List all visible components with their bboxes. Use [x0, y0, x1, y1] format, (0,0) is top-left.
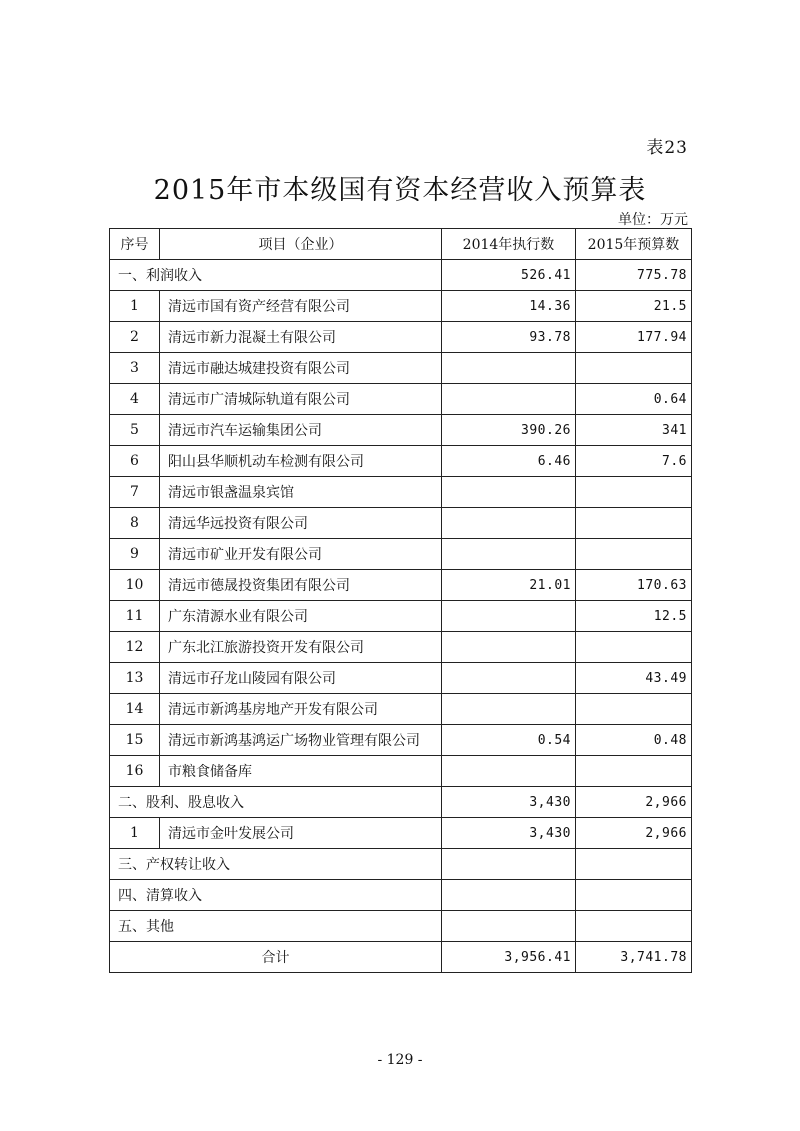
- row-index: 13: [110, 663, 160, 694]
- header-row: [110, 229, 692, 260]
- section-row-dividend: [110, 787, 692, 818]
- page-number: - 129 -: [377, 1052, 423, 1068]
- company-name: 清远市银盏温泉宾馆: [160, 477, 442, 508]
- table-row: [110, 415, 692, 446]
- value-2014: 526.41: [442, 260, 576, 291]
- table-row: [110, 508, 692, 539]
- row-index: 5: [110, 415, 160, 446]
- row-index: 9: [110, 539, 160, 570]
- value-2014: 14.36: [442, 291, 576, 322]
- table-row: [110, 539, 692, 570]
- row-index: 8: [110, 508, 160, 539]
- value-2015: [576, 632, 692, 663]
- table-row: [110, 694, 692, 725]
- row-index: 1: [110, 818, 160, 849]
- table-row: [110, 663, 692, 694]
- table-row: [110, 632, 692, 663]
- value-2015: [576, 880, 692, 911]
- company-name: 市粮食储备库: [160, 756, 442, 787]
- company-name: 阳山县华顺机动车检测有限公司: [160, 446, 442, 477]
- value-2014: [442, 601, 576, 632]
- row-index: 15: [110, 725, 160, 756]
- value-2015: 0.48: [576, 725, 692, 756]
- table-row: [110, 818, 692, 849]
- value-2015: 341: [576, 415, 692, 446]
- company-name: 清远市国有资产经营有限公司: [160, 291, 442, 322]
- table-row: [110, 570, 692, 601]
- header-idx: 序号: [110, 229, 160, 260]
- row-index: 3: [110, 353, 160, 384]
- value-2014: 390.26: [442, 415, 576, 446]
- section-row-other: [110, 911, 692, 942]
- value-2014: [442, 632, 576, 663]
- section-row-transfer: [110, 849, 692, 880]
- row-index: 1: [110, 291, 160, 322]
- total-2014: 3,956.41: [442, 942, 576, 973]
- section-label: 四、清算收入: [110, 880, 442, 911]
- value-2015: 21.5: [576, 291, 692, 322]
- table-row: [110, 353, 692, 384]
- value-2014: [442, 539, 576, 570]
- table-row: [110, 477, 692, 508]
- company-name: 清远市矿业开发有限公司: [160, 539, 442, 570]
- value-2014: [442, 694, 576, 725]
- company-name: 广东清源水业有限公司: [160, 601, 442, 632]
- header-2015: 2015年预算数: [576, 229, 692, 260]
- company-name: 清远华远投资有限公司: [160, 508, 442, 539]
- header-2014: 2014年执行数: [442, 229, 576, 260]
- value-2014: [442, 508, 576, 539]
- company-name: 清远市德晟投资集团有限公司: [160, 570, 442, 601]
- value-2014: [442, 353, 576, 384]
- row-index: 11: [110, 601, 160, 632]
- value-2015: 170.63: [576, 570, 692, 601]
- company-name: 清远市新鸿基鸿运广场物业管理有限公司: [160, 725, 442, 756]
- section-label: 三、产权转让收入: [110, 849, 442, 880]
- total-row: [110, 942, 692, 973]
- dividend-rows: [110, 818, 692, 849]
- header-item: 项目（企业）: [160, 229, 442, 260]
- value-2015: [576, 849, 692, 880]
- value-2015: 2,966: [576, 787, 692, 818]
- table-row: [110, 291, 692, 322]
- section-label: 五、其他: [110, 911, 442, 942]
- section-row-profit: [110, 260, 692, 291]
- value-2014: 6.46: [442, 446, 576, 477]
- table-row: [110, 322, 692, 353]
- row-index: 14: [110, 694, 160, 725]
- total-label: 合计: [110, 942, 442, 973]
- value-2015: 7.6: [576, 446, 692, 477]
- company-name: 清远市孖龙山陵园有限公司: [160, 663, 442, 694]
- value-2014: 0.54: [442, 725, 576, 756]
- profit-rows: [110, 291, 692, 787]
- value-2014: 93.78: [442, 322, 576, 353]
- company-name: 清远市金叶发展公司: [160, 818, 442, 849]
- value-2015: 12.5: [576, 601, 692, 632]
- value-2014: 3,430: [442, 818, 576, 849]
- value-2014: 21.01: [442, 570, 576, 601]
- table-row: [110, 756, 692, 787]
- value-2015: 775.78: [576, 260, 692, 291]
- company-name: 清远市汽车运输集团公司: [160, 415, 442, 446]
- value-2014: [442, 477, 576, 508]
- company-name: 广东北江旅游投资开发有限公司: [160, 632, 442, 663]
- company-name: 清远市新力混凝土有限公司: [160, 322, 442, 353]
- value-2014: [442, 663, 576, 694]
- value-2015: [576, 756, 692, 787]
- total-2015: 3,741.78: [576, 942, 692, 973]
- value-2014: [442, 756, 576, 787]
- value-2015: [576, 539, 692, 570]
- page-title: 2015年市本级国有资本经营收入预算表: [153, 175, 647, 206]
- value-2014: [442, 384, 576, 415]
- row-index: 2: [110, 322, 160, 353]
- section-label: 二、股利、股息收入: [110, 787, 442, 818]
- value-2015: 177.94: [576, 322, 692, 353]
- row-index: 7: [110, 477, 160, 508]
- value-2014: [442, 911, 576, 942]
- table-row: [110, 725, 692, 756]
- company-name: 清远市融达城建投资有限公司: [160, 353, 442, 384]
- value-2015: [576, 353, 692, 384]
- section-label: 一、利润收入: [110, 260, 442, 291]
- value-2015: 43.49: [576, 663, 692, 694]
- value-2015: [576, 694, 692, 725]
- table-row: [110, 446, 692, 477]
- value-2015: 2,966: [576, 818, 692, 849]
- value-2015: 0.64: [576, 384, 692, 415]
- value-2014: [442, 849, 576, 880]
- row-index: 16: [110, 756, 160, 787]
- row-index: 4: [110, 384, 160, 415]
- company-name: 清远市新鸿基房地产开发有限公司: [160, 694, 442, 725]
- row-index: 12: [110, 632, 160, 663]
- budget-table: [109, 228, 692, 973]
- unit-label: 单位：万元: [618, 212, 688, 228]
- value-2015: [576, 508, 692, 539]
- value-2015: [576, 477, 692, 508]
- table-row: [110, 601, 692, 632]
- value-2015: [576, 911, 692, 942]
- company-name: 清远市广清城际轨道有限公司: [160, 384, 442, 415]
- row-index: 6: [110, 446, 160, 477]
- row-index: 10: [110, 570, 160, 601]
- table-row: [110, 384, 692, 415]
- value-2014: [442, 880, 576, 911]
- section-row-liquidation: [110, 880, 692, 911]
- table-number: 表23: [646, 138, 688, 158]
- value-2014: 3,430: [442, 787, 576, 818]
